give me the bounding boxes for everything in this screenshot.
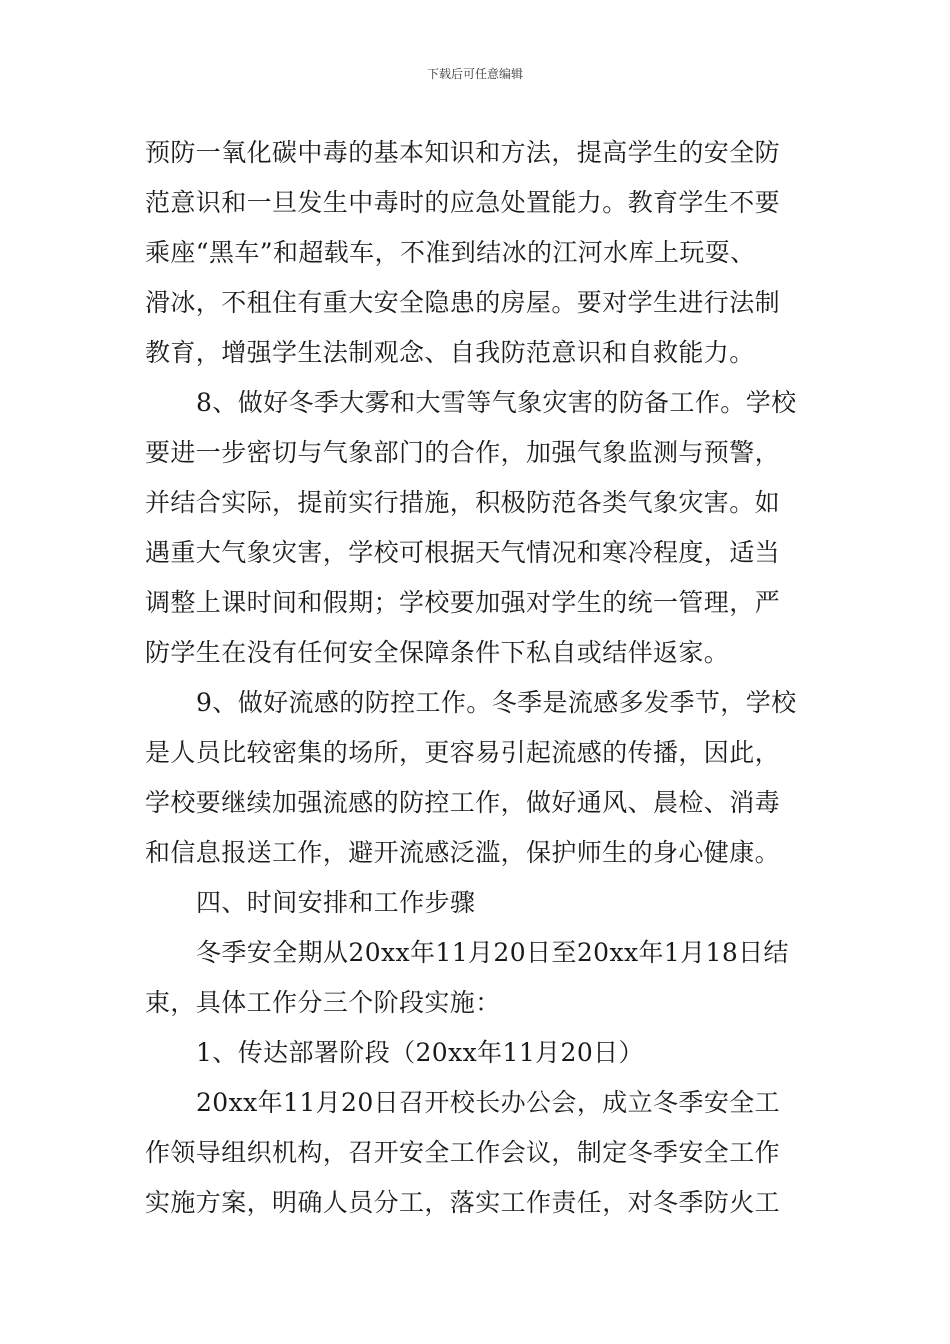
paragraph-start-line: 20xx年11月20日召开校长办公会，成立冬季安全工 (196, 1088, 781, 1117)
text-line: 教育，增强学生法制观念、自我防范意识和自救能力。 (145, 338, 755, 367)
text-line: 实施方案，明确人员分工，落实工作责任，对冬季防火工 (145, 1188, 781, 1217)
text-line: 防学生在没有任何安全保障条件下私自或结伴返家。 (145, 638, 730, 667)
paragraph-start-line: 9、做好流感的防控工作。冬季是流感多发季节，学校 (196, 688, 797, 717)
paragraph-start-line: 冬季安全期从20xx年11月20日至20xx年1月18日结 (196, 938, 789, 967)
page-header-note: 下载后可任意编辑 (426, 67, 523, 81)
text-line: 要进一步密切与气象部门的合作，加强气象监测与预警， (145, 438, 781, 467)
text-line: 作领导组织机构，召开安全工作会议，制定冬季安全工作 (145, 1138, 781, 1167)
document-body (145, 128, 810, 1228)
text-line: 调整上课时间和假期；学校要加强对学生的统一管理，严 (145, 588, 781, 617)
text-line: 束，具体工作分三个阶段实施： (145, 988, 501, 1017)
text-line: 滑冰，不租住有重大安全隐患的房屋。要对学生进行法制 (145, 288, 781, 317)
text-line: 预防一氧化碳中毒的基本知识和方法，提高学生的安全防 (145, 138, 781, 167)
text-line: 和信息报送工作，避开流感泛滥，保护师生的身心健康。 (145, 838, 781, 867)
paragraph-start-line: 8、做好冬季大雾和大雪等气象灾害的防备工作。学校 (196, 388, 797, 417)
text-line: 范意识和一旦发生中毒时的应急处置能力。教育学生不要 (145, 188, 781, 217)
text-line: 是人员比较密集的场所，更容易引起流感的传播，因此， (145, 738, 781, 767)
text-line: 遇重大气象灾害，学校可根据天气情况和寒冷程度，适当 (145, 538, 781, 567)
text-line: 乘座“黑车”和超载车，不准到结冰的江河水库上玩耍、 (145, 238, 756, 267)
text-line: 学校要继续加强流感的防控工作，做好通风、晨检、消毒 (145, 788, 781, 817)
subsection-heading: 1、传达部署阶段（20xx年11月20日） (196, 1038, 644, 1067)
text-line: 并结合实际，提前实行措施，积极防范各类气象灾害。如 (145, 488, 781, 517)
section-heading: 四、时间安排和工作步骤 (196, 888, 476, 917)
